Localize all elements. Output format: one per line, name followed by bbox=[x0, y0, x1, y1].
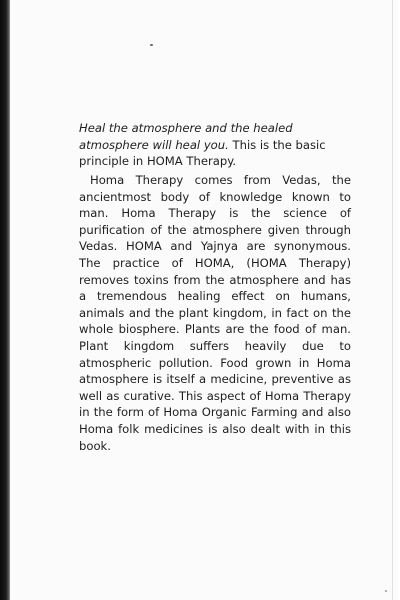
intro-paragraph bbox=[79, 120, 351, 170]
page-fold-line bbox=[392, 0, 393, 600]
intro-plain-text: This is the basic principle in HOMA Therapy. bbox=[79, 137, 326, 169]
scan-speck bbox=[385, 590, 387, 592]
body-paragraph: Homa Therapy comes from Vedas, the ancientmost body of knowledge known to man. Homa Therapy is the science of purification of the atmosphere given through Vedas. HOMA and Yajnya are synonymous. The practice of HOMA, (HOMA Therapy) removes toxins from the atmosphere and has a tremendous healing effect on humans, animals and the plant kingdom, in fact on the whole biosphere. Plants are the food of man. Plant kingdom suffers heavily due to atmospheric pollution. Food grown in Homa atmosphere is itself a medicine, preventive as well as curative. This aspect of Homa Therapy in the form of Homa Organic Farming and also Homa folk medicines is also dealt with in this book. bbox=[79, 173, 351, 453]
intro-italic-quote: Heal the atmosphere and the healed atmosphere will heal you. bbox=[79, 121, 293, 152]
scan-speck bbox=[150, 44, 153, 46]
